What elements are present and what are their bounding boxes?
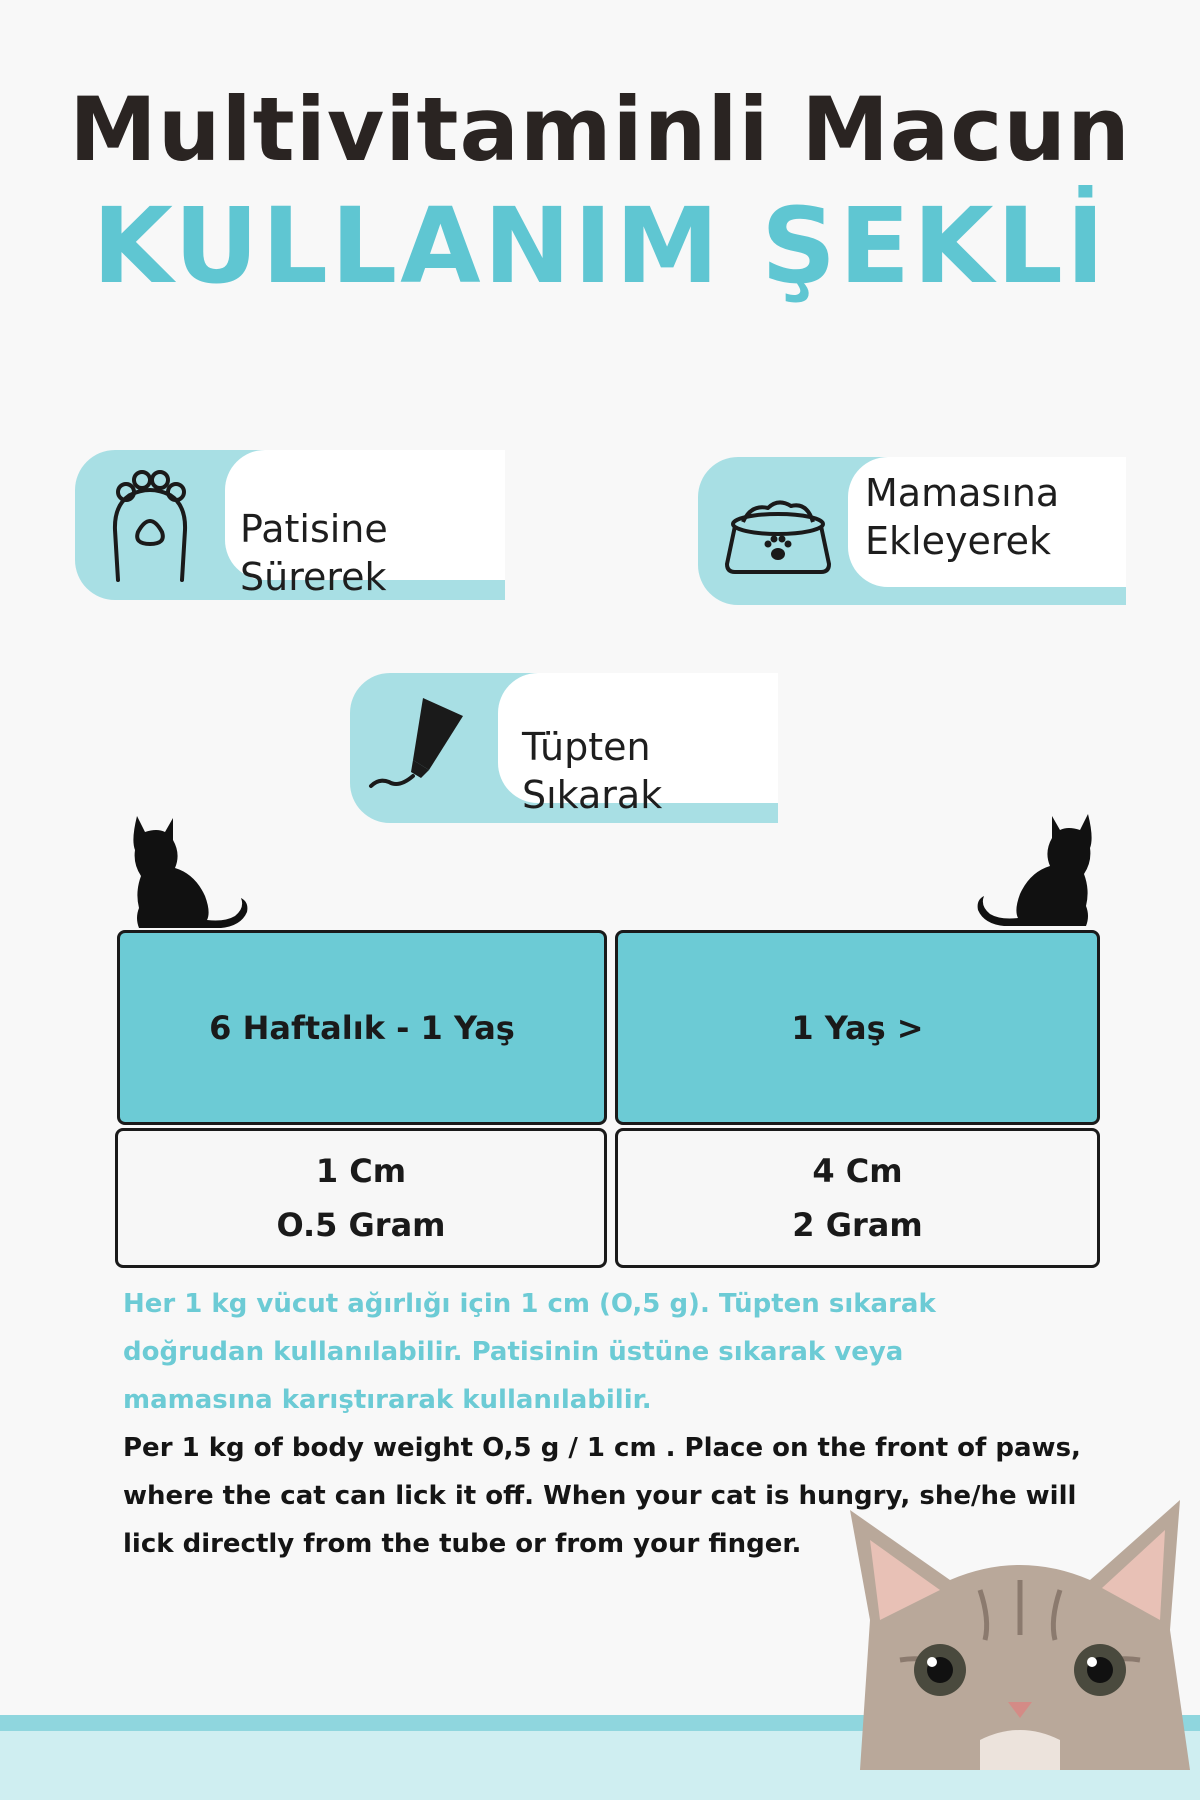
method-card-tube (350, 673, 778, 823)
method-card-paw (75, 450, 505, 600)
table-cell-adult-length: 4 Cm (812, 1152, 903, 1190)
table-cell-young-weight: O.5 Gram (276, 1206, 446, 1244)
page-subtitle: KULLANIM ŞEKLİ (92, 185, 1108, 307)
method-label-food (865, 469, 1059, 565)
table-cell-young-length: 1 Cm (315, 1152, 407, 1190)
cat-silhouette-left (125, 812, 265, 932)
cat-photo (840, 1470, 1200, 1770)
tube-icon (365, 688, 475, 798)
page-title: Multivitaminli Macun (69, 78, 1131, 181)
description-english: Per 1 kg of body weight O,5 g / 1 cm . Place on the front of paws, where the cat can lick it off. When your cat is hungry, she/he will lick directly from the tube or from your finger. (123, 1433, 1081, 1559)
table-cell-adult (615, 1128, 1100, 1268)
method-label-tube: Tüpten Sıkarak (522, 725, 663, 817)
table-cell-young (115, 1128, 607, 1268)
method-label-food-line1: Mamasına (865, 471, 1060, 515)
table-header-adult (615, 930, 1100, 1125)
table-header-young-label: 6 Haftalık - 1 Yaş (209, 1008, 515, 1047)
food-bowl-icon (723, 492, 833, 582)
method-label-paw: Patisine Sürerek (240, 507, 388, 599)
table-header-adult-label: 1 Yaş > (791, 1008, 924, 1047)
description-turkish: Her 1 kg vücut ağırlığı için 1 cm (O,5 g). Tüpten sıkarak doğrudan kullanılabilir. Patisinin üstüne sıkarak veya mamasına karıştırarak kullanılabilir. (123, 1289, 936, 1415)
table-header-young (117, 930, 607, 1125)
paw-icon (100, 460, 200, 590)
method-label-food-line2: Ekleyerek (865, 519, 1051, 563)
table-cell-adult-weight: 2 Gram (792, 1206, 923, 1244)
method-card-food (698, 457, 1126, 605)
cat-silhouette-right (960, 810, 1100, 930)
